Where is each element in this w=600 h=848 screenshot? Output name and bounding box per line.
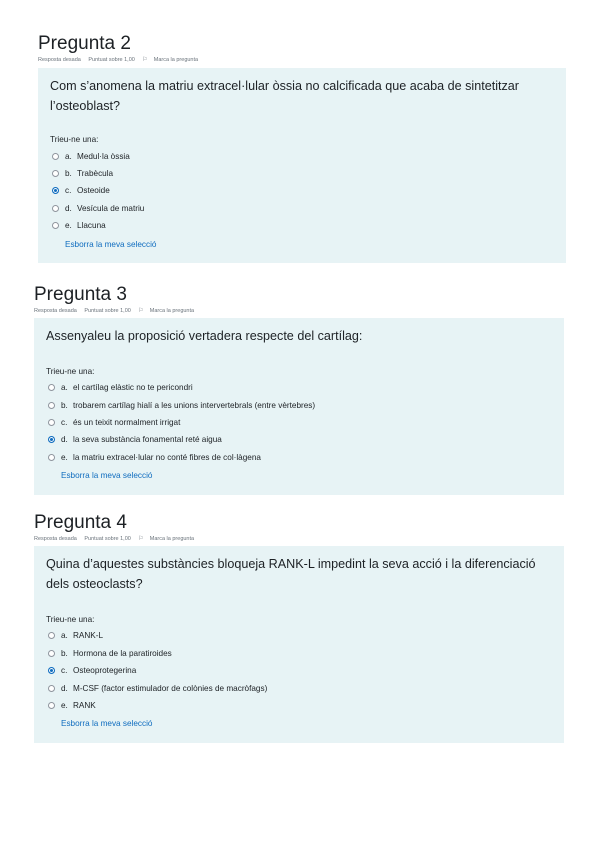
option-d[interactable] [48,434,222,445]
option-e[interactable] [48,452,261,463]
question-2-header [38,33,210,64]
option-label: Llacuna [77,221,106,230]
radio-button-selected[interactable] [48,436,55,443]
option-c[interactable] [48,665,136,676]
flag-label: Marca la pregunta [153,57,199,63]
radio-button[interactable] [48,702,55,709]
question-score: Puntuat sobre 1,00 [84,536,131,542]
option-e[interactable] [52,220,106,231]
option-label: la matriu extracel·lular no conté fibres de col·làgena [73,453,261,462]
option-letter: e. [61,701,68,710]
option-label: Medul·la òssia [77,152,130,161]
question-score: Puntuat sobre 1,00 [88,57,135,63]
option-label: el cartílag elàstic no te pericondri [73,383,193,392]
option-letter: a. [61,631,68,640]
radio-button[interactable] [52,153,59,160]
option-letter: c. [61,666,68,675]
answer-prompt: Trieu-ne una: [46,367,95,376]
option-c[interactable] [48,417,180,428]
radio-button[interactable] [48,419,55,426]
question-title: Pregunta 2 [38,33,131,54]
option-label: Hormona de la paratiroides [73,649,172,658]
clear-selection-link[interactable]: Esborra la meva selecció [65,240,157,249]
radio-button[interactable] [48,632,55,639]
option-letter: b. [61,649,68,658]
option-c[interactable] [52,185,110,196]
answer-prompt: Trieu-ne una: [46,615,95,624]
question-score: Puntuat sobre 1,00 [84,308,131,314]
option-letter: d. [61,435,68,444]
option-label: trobarem cartílag hialí a les unions intervertebrals (entre vèrtebres) [73,401,316,410]
radio-button-selected[interactable] [48,667,55,674]
question-text: Quina d’aquestes substàncies bloqueja RANK-L impedint la seva acció i la diferenciació dels osteoclasts? [46,557,536,591]
option-letter: c. [61,418,68,427]
flag-icon: ⚐ [138,308,144,314]
option-a[interactable] [52,151,130,162]
option-label: Trabècula [77,169,114,178]
option-letter: b. [65,169,72,178]
option-letter: e. [61,453,68,462]
option-label: M-CSF (factor estimulador de colònies de macròfags) [73,684,268,693]
option-label: és un teixit normalment irrigat [73,418,181,427]
radio-button[interactable] [52,205,59,212]
question-title: Pregunta 4 [34,512,127,533]
option-label: RANK [73,701,96,710]
flag-question-link[interactable] [138,536,200,542]
question-status: Resposta desada [34,536,77,542]
option-label: RANK-L [73,631,104,640]
option-letter: e. [65,221,72,230]
radio-button[interactable] [48,685,55,692]
radio-button[interactable] [48,402,55,409]
question-4-header [34,512,206,543]
option-d[interactable] [48,683,267,694]
question-2-content [38,68,566,263]
option-letter: c. [65,186,72,195]
flag-icon: ⚐ [138,536,144,542]
option-letter: a. [61,383,68,392]
question-3-header [34,284,206,315]
option-letter: a. [65,152,72,161]
question-text: Com s’anomena la matriu extracel·lular òssia no calcificada que acaba de sintetitzar l’osteoblast? [50,79,520,113]
option-letter: b. [61,401,68,410]
option-b[interactable] [48,400,315,411]
question-status: Resposta desada [38,57,81,63]
option-label: Osteoprotegerina [73,666,137,675]
radio-button[interactable] [48,650,55,657]
flag-icon: ⚐ [142,57,148,63]
option-label: Osteoide [77,186,110,195]
option-label: la seva substància fonamental reté aigua [73,435,222,444]
question-status: Resposta desada [34,308,77,314]
question-4-content [34,546,564,743]
option-b[interactable] [48,648,172,659]
option-letter: d. [61,684,68,693]
option-e[interactable] [48,700,96,711]
option-label: Vesícula de matriu [77,204,145,213]
flag-label: Marca la pregunta [149,308,195,314]
option-b[interactable] [52,168,113,179]
question-text: Assenyaleu la proposició vertadera respecte del cartílag: [46,329,363,343]
radio-button[interactable] [48,454,55,461]
radio-button[interactable] [52,222,59,229]
flag-question-link[interactable] [142,57,204,63]
radio-button-selected[interactable] [52,187,59,194]
radio-button[interactable] [52,170,59,177]
radio-button[interactable] [48,384,55,391]
option-a[interactable] [48,382,193,393]
flag-label: Marca la pregunta [149,536,195,542]
clear-selection-link[interactable]: Esborra la meva selecció [61,719,153,728]
clear-selection-link[interactable]: Esborra la meva selecció [61,471,153,480]
option-a[interactable] [48,630,103,641]
flag-question-link[interactable] [138,308,200,314]
answer-prompt: Trieu-ne una: [50,135,99,144]
option-d[interactable] [52,203,144,214]
question-3-content [34,318,564,495]
question-title: Pregunta 3 [34,284,127,305]
option-letter: d. [65,204,72,213]
